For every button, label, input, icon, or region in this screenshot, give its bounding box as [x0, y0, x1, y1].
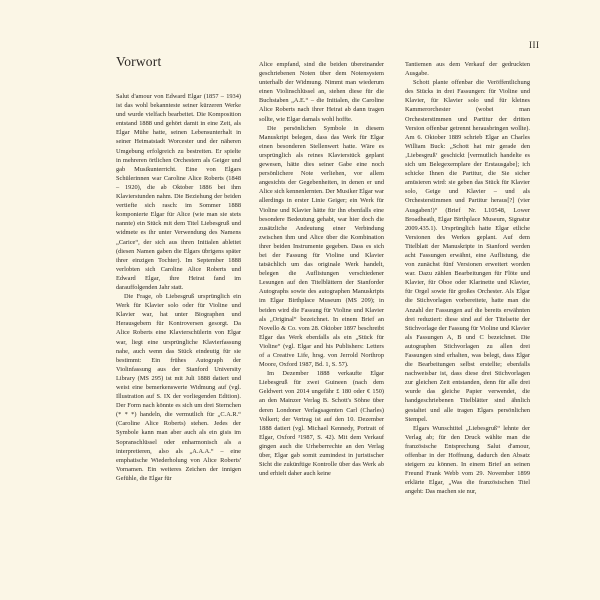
paragraph: Im Dezember 1888 verkaufte Elgar Liebesgruß für zwei Guineen (nach dem Geldwert von 2014 ungefähr £ 180 oder € 150) an den Mainzer Verlag B. Schott's Söhne über deren Londoner Verlagsagenten Carl (Charles) Volkert; der Vertrag ist auf den 10. Dezember 1888 datiert (vgl. Michael Kennedy, Portrait of Elgar, Oxford ³1987, S. 42). Mit dem Verkauf gingen auch die Urheberrechte an den Verlag über, Elgar gab somit zumindest in juristischer Sicht die zukünftige Kontrolle über das Werk ab und erhielt daher auch keine [259, 370, 384, 478]
paragraph: Die Frage, ob Liebesgruß ursprünglich ein Werk für Klavier solo oder für Violine und Klavier war, hat unter Biographen und Herausgebern für Kontroversen gesorgt. Da Alice Roberts eine Klavierschülerin von Elgar war, liegt eine ursprüngliche Klavierfassung nahe, auch wenn das Stück eindeutig für sie bestimmt: Ein frühes Autograph der Violinfassung aus der Stanford University Library (MS 295) ist mit Juli 1888 datiert und weist eine bemerkenswerte Widmung auf (vgl. Illustration auf S. IX der vorliegenden Edition). Der Form nach könnte es sich um drei Sternchen (* * *) handeln, die vermutlich für „C.A.R.“ (Caroline Alice Roberts) stehen. Jedes der Symbole kann man aber auch als ein gisis im Sopranschlüssel oder enharmonisch als a interpretieren, also als „A.A.A.“ – eine emphatische Wiederholung von Alice Roberts' Vornamen. Ein weiteres Zeichen der innigen Gefühle, die Elgar für [116, 293, 241, 482]
paragraph: Die persönlichen Symbole in diesem Manuskript belegen, dass das Werk für Elgar einen besonderen Stellenwert hatte. Wäre es ursprünglich als reines Klavierstück geplant gewesen, hätte dies seiner Gabe eine noch persönlichere Note verliehen, vor allem angesichts der Gegebenheiten, in denen er und Alice sich kennenlernten. Der Musiker Elgar war allerdings in erster Linie Geiger; ein Werk für Violine und Klavier hätte für ihn ebenfalls eine besondere Bedeutung gehabt, war hier doch die zusätzliche Andeutung einer Verbindung zwischen ihm und Alice über die Kombination ihrer beiden Instrumente gegeben. Dass es sich bei der Fassung für Violine und Klavier tatsächlich um das originale Werk handelt, belegen die Auflistungen verschiedener Lesungen auf den Titelblättern der Stanforder Autographs sowie des autographen Manuskripts im Elgar Birthplace Museum (MS 209); in beiden wird die Fassung für Violine und Klavier als „Original“ bezeichnet. In einem Brief an Novello & Co. vom 28. Oktober 1897 beschreibt Elgar das Werk ebenfalls als ein „Stück für Violine“ (vgl. Elgar and his Publishers: Letters of a Creative Life, hrsg. von Jerrold Northrop Moore, Oxford 1987, Bd. 1, S. 57). [259, 124, 384, 369]
text-column-3 [405, 60, 530, 497]
paragraph: Alice empfand, sind die beiden übereinander geschriebenen Noten über dem Notensystem unterhalb der Widmung. Nimmt man wiederum einen Violinschlüssel an, stehen diese für die Buchstaben „A.E.“ – die Initialen, die Caroline Alice Roberts nach ihrer Heirat ab dann tragen sollte, wie Elgar damals wohl hoffte. [259, 61, 384, 123]
paragraph: Salut d'amour von Edward Elgar (1857 – 1934) ist das wohl bekannteste seiner kürzeren Werke und wurde vielfach bearbeitet. Die Komposition entstand 1888 und gehört damit in eine Zeit, als Elgar Mühe hatte, seinen Lebensunterhalt in seiner Heimatstadt Worcester und der näheren Umgebung erfolgreich zu bestreiten. Er spielte in mehreren örtlichen Orchestern als Geiger und gab Musikunterricht. Eine von Elgars Schülerinnen war Caroline Alice Roberts (1848 – 1920), die ab Oktober 1886 bei ihm Klavierstunden nahm. Die Beziehung der beiden vertiefte sich rasch: im Sommer 1888 komponierte Elgar für Alice (wie man sie stets nannte) ein Stück mit dem Titel Liebesgruß und widmete es ihr unter Verwendung des Namens „Carice“, der sich aus ihren Initialen ableitet (diesen Namen gaben die Elgars übrigens später ihrer einzigen Tochter). Im September 1888 verlobten sich Caroline Alice Roberts und Edward Elgar, ihre Heirat fand im darauffolgenden Jahr statt. [116, 93, 241, 291]
paragraph: Tantiemen aus dem Verkauf der gedruckten Ausgabe. [405, 61, 530, 78]
paragraph: Schott plante offenbar die Veröffentlichung des Stücks in drei Fassungen: für Violine und Klavier, für Klavier solo und für kleines Kammerorchester (wobei man Orchesterstimmen und Partitur der dritten Version offenbar getrennt herausbringen wollte). Am 6. Oktober 1889 schrieb Elgar an Charles William Buck: „Schott hat mir gerade den ‚Liebesgruß‘ geschickt [vermutlich handelte es sich um Belegexemplare der Erstausgabe]; ich schicke Ihnen die Partitur, die Sie sicher amüsieren wird: sie geben das Stück für Klavier solo, Geige und Klavier – und als Orchesterstimmen und Partitur heraus[?] (vier Ausgaben!)“ (Brief Nr. L10548, Lower Broadheath, Elgar Birthplace Museum, Signatur 2009.435.1). Ursprünglich hatte Elgar etliche Versionen des Werkes geplant. Auf dem Titelblatt der Manuskripte in Stanford werden acht Fassungen erwähnt, eine Auflistung, die von zunächst fünf Versionen erweitert worden war. Dazu zählen Bearbeitungen für Flöte und Klavier, für Oboe oder Klarinette und Klavier, für Orgel sowie für großes Orchester. Als Elgar die Stichvorlagen vorbereitete, hatte man die Anzahl der Fassungen auf die bereits erwähnten drei reduziert: diese sind auf der Titelseite der Stichvorlage der Fassung für Violine und Klavier als Fassungen A, B und C bezeichnet. Die autographen Stichvorlagen zu allen drei Fassungen sind erhalten, was belegt, dass Elgar die Bearbeitungen selbst erstellte; ebenfalls nachweisbar ist, dass diese drei Stichvorlagen zur gleichen Zeit entstanden, denn für alle drei wurde das gleiche Papier verwendet, die handgeschriebenen Titelblätter sind ähnlich gestaltet und alle tragen Elgars persönlichen Stempel. [405, 79, 530, 423]
text-column-1 [116, 92, 241, 483]
page-number: III [529, 40, 540, 50]
text-column-2 [259, 60, 384, 478]
preface-heading: Vorwort [116, 54, 162, 69]
paragraph: Elgars Wunschtitel „Liebesgruß“ lehnte der Verlag ab; für den Druck wählte man die französische Entsprechung Salut d'amour, offenbar in der Hoffnung, dadurch den Absatz steigern zu können. In einem Brief an seinen Freund Frank Webb vom 29. November 1899 erklärte Elgar, „Was die französischen Titel angeht: Das machen sie nur, [405, 424, 530, 496]
